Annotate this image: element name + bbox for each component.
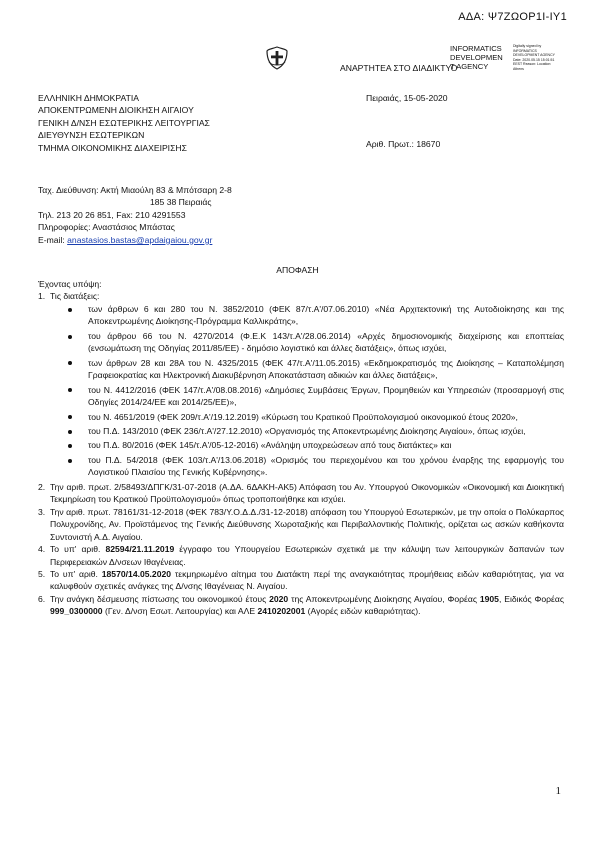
header-line: ΔΙΕΥΘΥΝΣΗ ΕΣΩΤΕΡΙΚΩΝ xyxy=(38,130,145,141)
bullet-text: του Π.Δ. 54/2018 (ΦΕΚ 103/τ.Α'/13.06.2018) «Ορισμός του περιεχομένου και του χρόνου έναρξης της εφαρμογής του Λογιστικού Πλαισίου της Γενικής Κυβέρνησης». xyxy=(88,454,564,478)
bullet-item xyxy=(38,357,564,382)
header-line: ΕΛΛΗΝΙΚΗ ΔΗΜΟΚΡΑΤΙΑ xyxy=(38,93,139,103)
email-label: E-mail: xyxy=(38,234,68,245)
bullet-text: των άρθρων 28 και 28Α του Ν. 4325/2015 (ΦΕΚ 47/τ.Α'/11.05.2015) «Εκδημοκρατισμός της Διοίκησης – Καταπολέμηση Γραφειοκρατίας και Ηλεκτρονική Διακυβέρνηση Αποκατάσταση αδικιών και άλλες διατάξεις», xyxy=(88,357,564,381)
email-line xyxy=(38,234,232,246)
bullet-icon xyxy=(68,388,72,392)
item-number: 6. xyxy=(38,593,46,604)
stamp-line: INFORMATICS xyxy=(450,44,502,53)
bullet-item xyxy=(38,454,564,479)
numbered-item xyxy=(38,568,564,593)
bullet-text: των άρθρων 6 και 280 του Ν. 3852/2010 (ΦΕΚ 87/τ.Α'/07.06.2010) «Νέα Αρχιτεκτονική της Αυτοδιοίκησης και της Αποκεντρωμένης Διοίκησης-Πρόγραμμα Καλλικράτης», xyxy=(88,303,564,327)
bullet-item xyxy=(38,384,564,409)
header-line: ΓΕΝΙΚΗ Δ/ΝΣΗ ΕΣΩΤΕΡΙΚΗΣ ΛΕΙΤΟΥΡΓΙΑΣ xyxy=(38,117,210,128)
bullet-icon xyxy=(68,430,72,434)
bullet-item xyxy=(38,439,564,451)
bullet-text: του Ν. 4651/2019 (ΦΕΚ 209/τ.Α'/19.12.2019) «Κύρωση του Κρατικού Προϋπολογισμού οικονομικού έτους 2020», xyxy=(88,411,518,422)
email-link[interactable]: anastasios.bastas@apdaigaiou.gov.gr xyxy=(67,234,213,245)
bullet-item xyxy=(38,303,564,328)
numbered-item xyxy=(38,543,564,568)
signature-stamp xyxy=(450,44,503,71)
address-postcode: 185 38 Πειραιάς xyxy=(150,197,212,208)
bullet-item xyxy=(38,330,564,355)
item-number: 3. xyxy=(38,506,46,517)
contact-block xyxy=(38,184,232,246)
decision-body xyxy=(38,278,564,618)
bullet-item xyxy=(38,425,564,437)
ada-code: ΑΔΑ: Ψ7ΖΩΟΡ1Ι-ΙΥ1 xyxy=(458,11,567,23)
item-number: 2. xyxy=(38,481,46,492)
contact-person: Πληροφορίες: Αναστάσιος Μπάστας xyxy=(38,222,175,233)
stamp-line: DEVELOPMEN xyxy=(450,53,503,63)
item-text: Την αριθ. πρωτ. 78161/31-12-2018 (ΦΕΚ 783/Υ.Ο.Δ.Δ./31-12-2018) απόφαση του Υπουργού Εσωτερικών, με την οποία ο Πολύκαρπος Πολυχρονίδης, Αν. Προϊστάμενος της Γενικής Διεύθυνσης Χωροταξικής και Περιβαλλοντικής Πολιτικής, ορίζεται ως ασκών καθήκοντα Συντονιστή Α.Δ. Αιγαίου. xyxy=(50,506,564,542)
bullet-text: του Ν. 4412/2016 (ΦΕΚ 147/τ.Α'/08.08.2016) «Δημόσιες Συμβάσεις Έργων, Προμηθειών και Υπηρεσιών (προσαρμογή στις Οδηγίες 2014/24/ΕΕ και 2014/25/ΕΕ)», xyxy=(88,384,564,408)
stamp-line: T AGENCY xyxy=(450,62,489,72)
posting-label: ΑΝΑΡΤΗΤΕΑ ΣΤΟ ΔΙΑΔΙΚΤΥΟ xyxy=(340,63,458,73)
item-number: 4. xyxy=(38,544,46,555)
bullet-icon xyxy=(68,308,72,312)
bullet-icon xyxy=(68,415,72,419)
bullet-text: του Π.Δ. 80/2016 (ΦΕΚ 145/τ.Α'/05-12-2016) «Ανάληψη υποχρεώσεων από τους διατάκτες» και xyxy=(88,440,452,451)
address-line: Ταχ. Διεύθυνση: Ακτή Μιαούλη 83 & Μπότσαρη 2-8 xyxy=(38,185,232,195)
bullet-icon xyxy=(68,361,72,365)
bullet-text: του Π.Δ. 143/2010 (ΦΕΚ 236/τ.Α'/27.12.2010) «Οργανισμός της Αποκεντρωμένης Διοίκησης Αιγαίου», όπως ισχύει, xyxy=(88,425,526,436)
bullet-icon xyxy=(68,444,72,448)
intro-text: Έχοντας υπόψη: xyxy=(38,279,102,289)
numbered-item xyxy=(38,506,564,543)
document-date: Πειραιάς, 15-05-2020 xyxy=(366,93,448,103)
decision-title: ΑΠΟΦΑΣΗ xyxy=(276,265,319,275)
bullet-item xyxy=(38,411,564,423)
item-text: Την ανάγκη δέσμευσης πίστωσης του οικονομικού έτους 2020 της Αποκεντρωμένης Διοίκησης Αιγαίου, Φορέας 1905, Ειδικός Φορέας 999_0300000 (Γεν. Δ/νση Εσωτ. Λειτουργίας) και ΑΛΕ 2410202001 (Αγορές ειδών καθαριότητας). xyxy=(50,593,565,617)
phone-fax: Τηλ. 213 20 26 851, Fax: 210 4291553 xyxy=(38,209,186,220)
greek-emblem-icon xyxy=(266,46,288,70)
numbered-item xyxy=(38,593,564,618)
item-number: 5. xyxy=(38,568,46,579)
protocol-number: Αριθ. Πρωτ.: 18670 xyxy=(366,139,441,149)
header-line: ΤΜΗΜΑ ΟΙΚΟΝΟΜΙΚΗΣ ΔΙΑΧΕΙΡΙΣΗΣ xyxy=(38,142,187,153)
item-text: Την αριθ. πρωτ. 2/58493/ΔΠΓΚ/31-07-2018 (Α.ΔΑ. 6ΔΑΚΗ-ΑΚ5) Απόφαση του Αν. Υπουργού Οικονομικών «Οικονομική και Διοικητική Τεκμηρίωση του Κρατικού Προϋπολογισμού» όπως τροποποιήθηκε και ισχύει. xyxy=(50,481,564,505)
item-number: 1. xyxy=(38,291,46,302)
page-number: 1 xyxy=(555,785,561,797)
signature-details: Digitally signed by INFORMATICS DEVELOPMENT AGENCY Date: 2020.05.15 15:01:51 EEST Reason: Location: Athens xyxy=(513,44,555,71)
item-text: Τις διατάξεις: xyxy=(50,291,100,302)
numbered-item xyxy=(38,290,564,302)
bullet-icon xyxy=(68,459,72,463)
item-text: Το υπ' αριθ. 18570/14.05.2020 τεκμηριωμένο αίτημα του Διατάκτη περί της αναγκαιότητας προμήθειας ειδών καθαριότητας, για να καλυφθούν σχετικές ανάγκες της Δ/νσης Ιθαγένειας Ν. Αιγαίου. xyxy=(50,568,564,592)
bullet-text: του άρθρου 66 του Ν. 4270/2014 (Φ.Ε.Κ 143/τ.Α'/28.06.2014) «Αρχές δημοσιονομικής διαχείρισης και εποπτείας (ενσωμάτωση της Οδηγίας 2011/85/ΕΕ) - δημόσιο λογιστικό και άλλες διατάξεις», όπως ισχύει, xyxy=(88,330,564,354)
bullet-icon xyxy=(68,335,72,339)
item-text: Το υπ' αριθ. 82594/21.11.2019 έγγραφο του Υπουργείου Εσωτερικών σχετικά με την κάλυψη των λειτουργικών δαπανών των Περιφερειακών Δ/νσεων Ιθαγένειας. xyxy=(50,544,565,567)
numbered-item xyxy=(38,481,564,506)
authority-header xyxy=(38,92,210,154)
header-line: ΑΠΟΚΕΝΤΡΩΜΕΝΗ ΔΙΟΙΚΗΣΗ ΑΙΓΑΙΟΥ xyxy=(38,105,194,116)
